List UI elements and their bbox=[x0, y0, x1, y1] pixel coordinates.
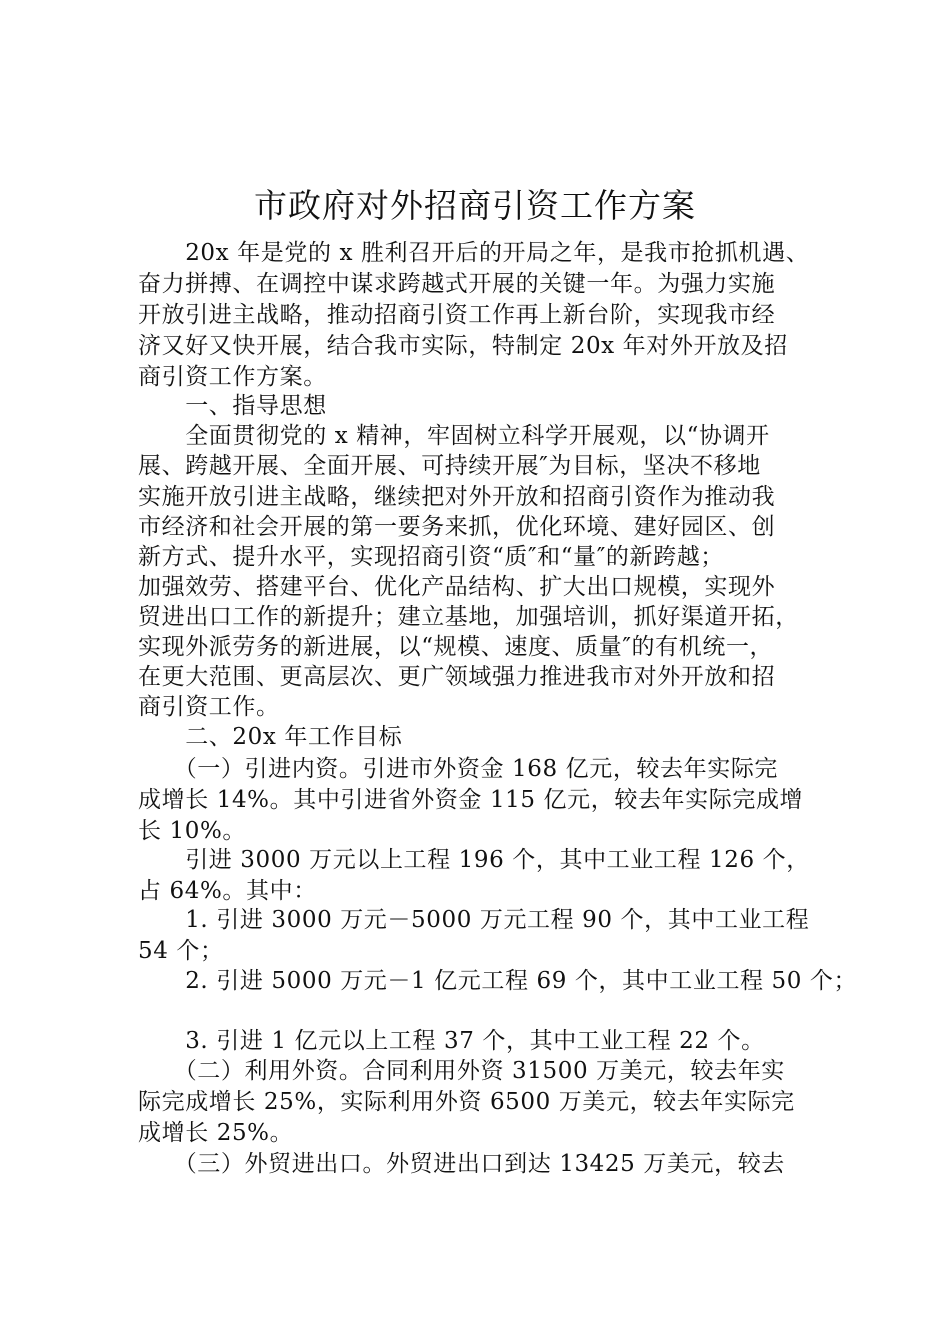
body-line: 展、跨越开展、全面开展、可持续开展″为目标，坚决不移地 bbox=[138, 453, 761, 479]
body-line: 引进 3000 万元以上工程 196 个，其中工业工程 126 个， bbox=[138, 847, 810, 873]
body-line: 加强效劳、搭建平台、优化产品结构、扩大出口规模，实现外 bbox=[138, 574, 776, 600]
body-line: 成增长 25%。 bbox=[138, 1120, 294, 1146]
list-item: 1. 引进 3000 万元－5000 万元工程 90 个，其中工业工程 bbox=[138, 907, 810, 933]
list-item-continuation: 54 个； bbox=[138, 938, 224, 964]
body-line: 实施开放引进主战略，继续把对外开放和招商引资作为推动我 bbox=[138, 484, 776, 510]
body-line: 济又好又快开展，结合我市实际，特制定 20x 年对外开放及招 bbox=[138, 333, 788, 359]
list-item: 2. 引进 5000 万元－1 亿元工程 69 个，其中工业工程 50 个； bbox=[138, 968, 858, 994]
body-line: 新方式、提升水平，实现招商引资“质″和“量″的新跨越； bbox=[138, 544, 724, 570]
body-line: 成增长 14%。其中引进省外资金 115 亿元，较去年实际完成增 bbox=[138, 787, 804, 813]
list-item: 3. 引进 1 亿元以上工程 37 个，其中工业工程 22 个。 bbox=[138, 1028, 765, 1054]
body-line: 占 64%。其中： bbox=[138, 878, 317, 904]
body-line: 市经济和社会开展的第一要务来抓，优化环境、建好园区、创 bbox=[138, 514, 776, 540]
body-line: 长 10%。 bbox=[138, 818, 247, 844]
body-line: （二）利用外资。合同利用外资 31500 万美元，较去年实 bbox=[138, 1058, 785, 1084]
section-heading: 二、20x 年工作目标 bbox=[138, 724, 403, 750]
body-line: （一）引进内资。引进市外资金 168 亿元，较去年实际完 bbox=[138, 756, 779, 782]
body-line: 商引资工作。 bbox=[138, 694, 280, 720]
body-line: 20x 年是党的 x 胜利召开后的开局之年，是我市抢抓机遇、 bbox=[138, 240, 810, 266]
body-line: 开放引进主战略，推动招商引资工作再上新台阶，实现我市经 bbox=[138, 302, 776, 328]
body-line: 商引资工作方案。 bbox=[138, 364, 327, 390]
body-line: 全面贯彻党的 x 精神，牢固树立科学开展观，以“协调开 bbox=[138, 423, 770, 449]
body-line: 际完成增长 25%，实际利用外资 6500 万美元，较去年实际完 bbox=[138, 1089, 795, 1115]
body-line: 贸进出口工作的新提升；建立基地，加强培训，抓好渠道开拓， bbox=[138, 604, 799, 630]
section-heading: 一、指导思想 bbox=[138, 393, 327, 419]
body-line: 在更大范围、更高层次、更广领域强力推进我市对外开放和招 bbox=[138, 664, 776, 690]
body-line: （三）外贸进出口。外贸进出口到达 13425 万美元，较去 bbox=[138, 1151, 785, 1177]
body-line: 奋力拼搏、在调控中谋求跨越式开展的关键一年。为强力实施 bbox=[138, 271, 776, 297]
document-title: 市政府对外招商引资工作方案 bbox=[254, 186, 696, 225]
body-line: 实现外派劳务的新进展，以“规模、速度、质量″的有机统一， bbox=[138, 634, 774, 660]
